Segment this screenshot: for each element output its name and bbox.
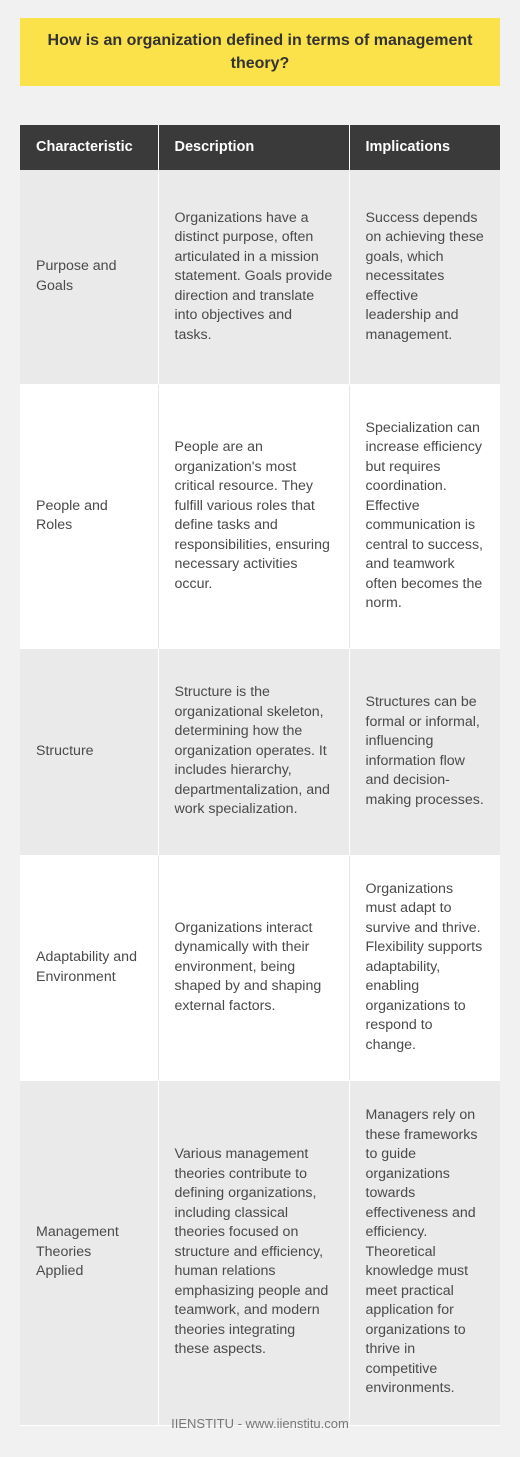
cell-characteristic: Purpose and Goals [20,170,158,384]
table-row [20,1080,500,1425]
cell-description: Various management theories contribute to defining organizations, including classical theories focused on structure and efficiency, human relations emphasizing people and teamwork, and modern theories integrating these aspects. [158,1080,349,1425]
table-row [20,648,500,855]
cell-characteristic: Management Theories Applied [20,1080,158,1425]
table-row [20,170,500,384]
cell-description: People are an organization's most critical resource. They fulfill various roles that define tasks and responsibilities, ensuring necessary activities occur. [158,384,349,648]
header-implications: Implications [349,125,500,170]
table-row [20,384,500,648]
cell-implications: Success depends on achieving these goals, which necessitates effective leadership and management. [349,170,500,384]
table-row [20,855,500,1080]
cell-characteristic: Structure [20,648,158,855]
header-characteristic: Characteristic [20,125,158,170]
cell-characteristic: Adaptability and Environment [20,855,158,1080]
characteristics-table [20,125,500,1426]
cell-implications: Specialization can increase efficiency but requires coordination. Effective communication is central to success, and teamwork often becomes the norm. [349,384,500,648]
footer-credit: IIENSTITU - www.iienstitu.com [171,1416,349,1431]
cell-implications: Managers rely on these frameworks to guide organizations towards effectiveness and efficiency. Theoretical knowledge must meet practical application for organizations to thrive in competitive environments. [349,1080,500,1425]
cell-description: Structure is the organizational skeleton, determining how the organization operates. It includes hierarchy, departmentalization, and work specialization. [158,648,349,855]
table-header-row [20,125,500,170]
cell-implications: Structures can be formal or informal, influencing information flow and decision-making processes. [349,648,500,855]
cell-description: Organizations have a distinct purpose, often articulated in a mission statement. Goals provide direction and translate into objectives and tasks. [158,170,349,384]
header-description: Description [158,125,349,170]
cell-description: Organizations interact dynamically with their environment, being shaped by and shaping external factors. [158,855,349,1080]
page-title: How is an organization defined in terms of management theory? [20,18,500,86]
cell-implications: Organizations must adapt to survive and thrive. Flexibility supports adaptability, enabling organizations to respond to change. [349,855,500,1080]
cell-characteristic: People and Roles [20,384,158,648]
